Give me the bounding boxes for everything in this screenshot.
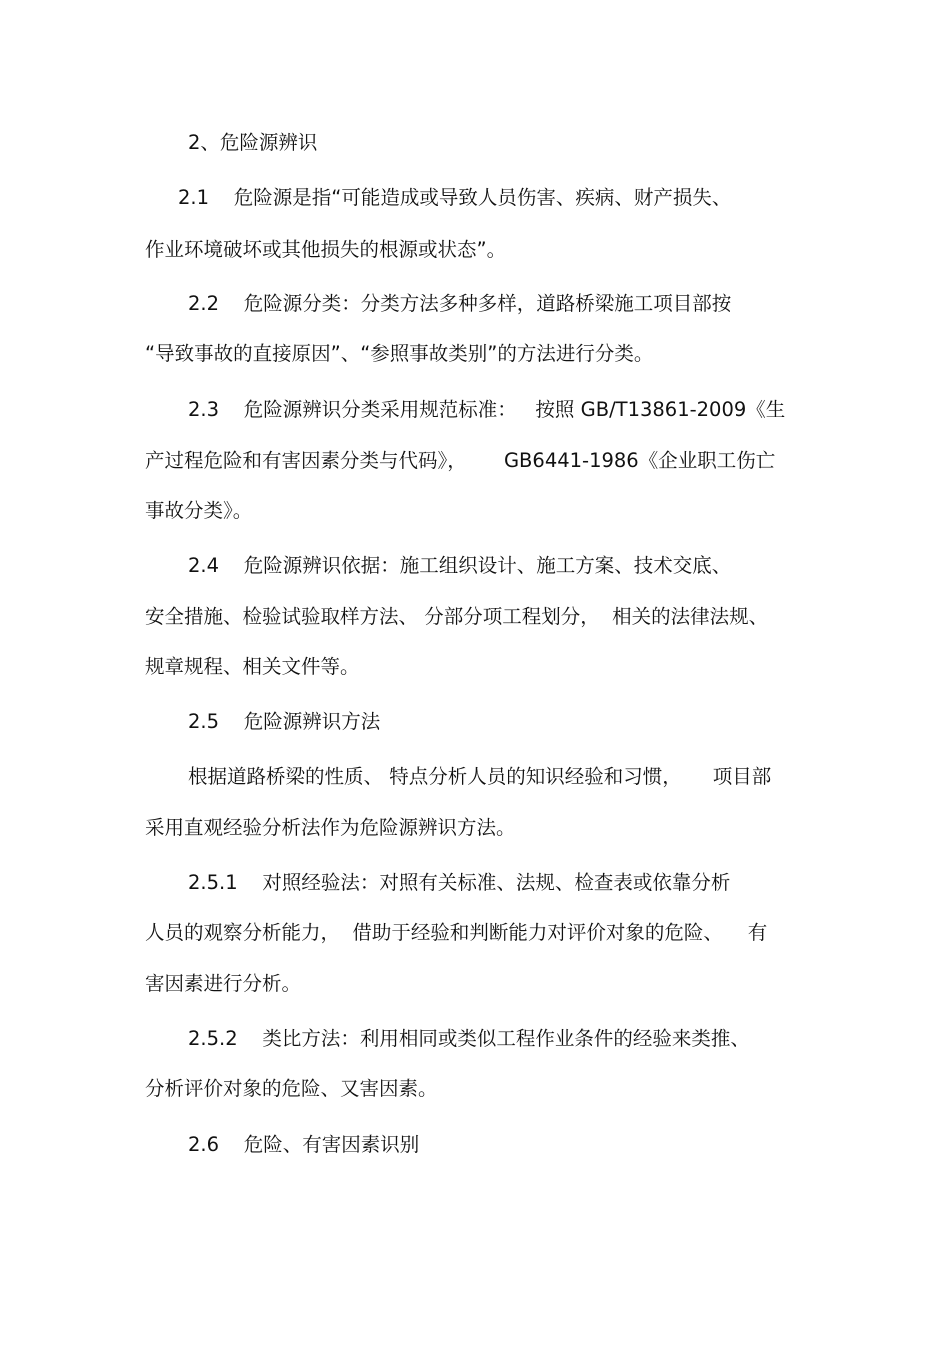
- section-heading: 2.5 危险源辨识方法: [188, 710, 381, 733]
- text-line: 2.5.1 对照经验法：对照有关标准、法规、检查表或依靠分析: [188, 871, 731, 894]
- text-line: 规章规程、相关文件等。: [145, 655, 360, 678]
- section-heading: 2、危险源辨识: [188, 131, 318, 154]
- text-line: 根据道路桥梁的性质、 特点分析人员的知识经验和习惯， 项目部: [188, 765, 772, 788]
- text-line: 安全措施、检验试验取样方法、 分部分项工程划分， 相关的法律法规、: [145, 605, 769, 628]
- text-line: 产过程危险和有害因素分类与代码》， GB6441-1986《企业职工伤亡: [145, 449, 776, 472]
- text-line: 作业环境破坏或其他损失的根源或状态”。: [145, 238, 507, 261]
- text-line: 2.4 危险源辨识依据：施工组织设计、施工方案、技术交底、: [188, 554, 732, 577]
- text-line: 分析评价对象的危险、又害因素。: [145, 1077, 438, 1100]
- text-line: 2.1 危险源是指“可能造成或导致人员伤害、疾病、财产损失、: [178, 186, 732, 209]
- text-line: 采用直观经验分析法作为危险源辨识方法。: [145, 816, 516, 839]
- text-line: 2.3 危险源辨识分类采用规范标准： 按照 GB/T13861-2009《生: [188, 398, 786, 421]
- text-line: 2.5.2 类比方法：利用相同或类似工程作业条件的经验来类推、: [188, 1027, 750, 1050]
- text-line: 2.2 危险源分类：分类方法多种多样，道路桥梁施工项目部按: [188, 292, 732, 315]
- section-heading: 2.6 危险、有害因素识别: [188, 1133, 420, 1156]
- text-line: 害因素进行分析。: [145, 972, 302, 995]
- text-line: 事故分类》。: [145, 499, 253, 522]
- text-line: 人员的观察分析能力， 借助于经验和判断能力对评价对象的危险、 有: [145, 921, 768, 944]
- text-line: “导致事故的直接原因”、“参照事故类别”的方法进行分类。: [145, 342, 654, 365]
